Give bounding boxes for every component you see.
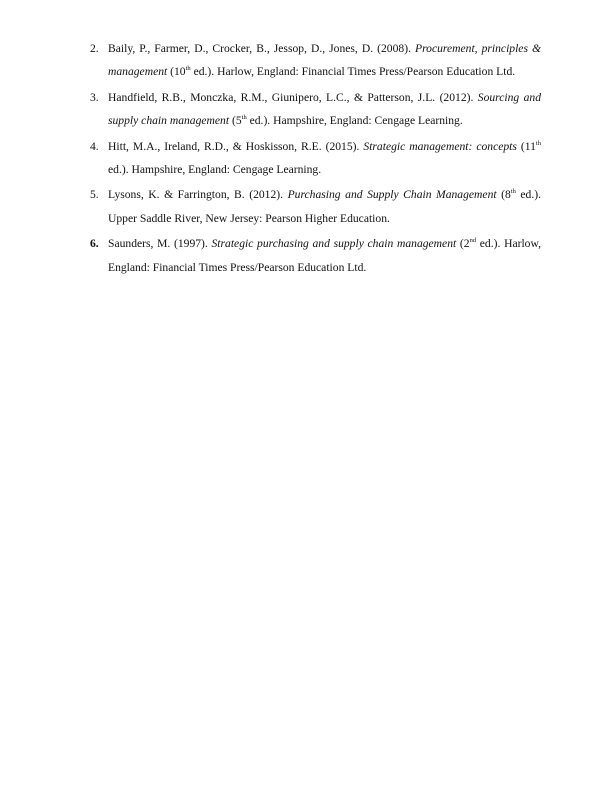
reference-authors: Hitt, M.A., Ireland, R.D., & Hoskisson, R.E. (2015). bbox=[108, 139, 364, 153]
reference-edition: (5 bbox=[229, 114, 242, 128]
ordinal-suffix: th bbox=[535, 139, 541, 147]
reference-authors: Lysons, K. & Farrington, B. (2012). bbox=[108, 188, 288, 202]
ordinal-suffix: th bbox=[510, 188, 516, 196]
reference-number: 5. bbox=[90, 188, 99, 202]
reference-number: 6. bbox=[90, 237, 99, 251]
reference-publisher: ed.). Harlow, England: Financial Times Press/Pearson Education Ltd. bbox=[108, 237, 541, 274]
reference-item bbox=[90, 232, 541, 279]
reference-item bbox=[90, 37, 541, 84]
reference-list bbox=[90, 37, 541, 281]
reference-authors: Baily, P., Farmer, D., Crocker, B., Jessop, D., Jones, D. (2008). bbox=[108, 42, 415, 55]
reference-publisher: ed.). Upper Saddle River, New Jersey: Pearson Higher Education. bbox=[108, 188, 542, 225]
reference-edition: (11 bbox=[516, 139, 536, 153]
reference-edition: (8 bbox=[496, 188, 511, 202]
ordinal-suffix: th bbox=[241, 114, 247, 122]
reference-authors: Handfield, R.B., Monczka, R.M., Giunipero, L.C., & Patterson, J.L. (2012). bbox=[108, 90, 478, 104]
reference-title: Strategic management: concepts bbox=[363, 139, 517, 153]
reference-title: Sourcing and supply chain management bbox=[108, 90, 541, 128]
reference-item bbox=[90, 135, 541, 182]
reference-title: Strategic purchasing and supply chain management bbox=[211, 237, 457, 251]
reference-title: Procurement, principles & management bbox=[108, 42, 542, 79]
ordinal-suffix: th bbox=[185, 65, 191, 73]
reference-title: Purchasing and Supply Chain Management bbox=[287, 188, 497, 202]
reference-publisher: ed.). Harlow, England: Financial Times Press/Pearson Education Ltd. bbox=[190, 65, 516, 79]
reference-item bbox=[90, 86, 541, 133]
reference-number: 3. bbox=[90, 90, 99, 104]
reference-edition: (10 bbox=[167, 65, 186, 79]
reference-publisher: ed.). Hampshire, England: Cengage Learning. bbox=[246, 114, 463, 128]
ordinal-suffix: nd bbox=[469, 237, 477, 245]
reference-publisher: ed.). Hampshire, England: Cengage Learning. bbox=[108, 163, 322, 177]
reference-authors: Saunders, M. (1997). bbox=[108, 237, 212, 251]
reference-number: 4. bbox=[90, 139, 99, 153]
reference-edition: (2 bbox=[456, 237, 470, 251]
reference-item bbox=[90, 183, 541, 230]
reference-number: 2. bbox=[90, 42, 99, 55]
